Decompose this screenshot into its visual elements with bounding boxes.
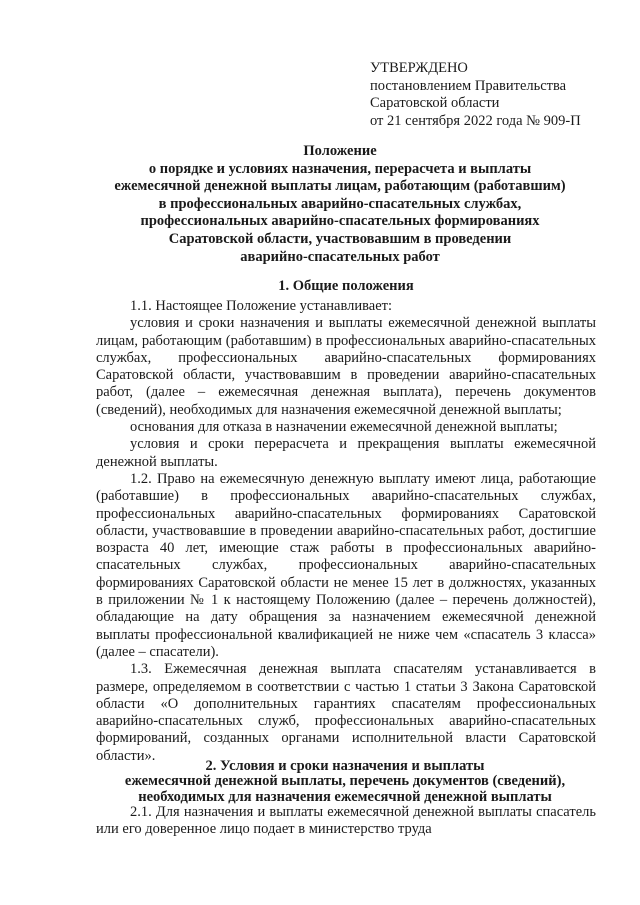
title-line: ежемесячной денежной выплаты лицам, работающим (работавшим) [114,178,566,195]
document-title [90,143,590,266]
title-line: аварийно-спасательных работ [240,248,440,265]
paragraph: 1.3. Ежемесячная денежная выплата спасателям устанавливается в размере, определяемом в соответствии с частью 1 статьи 3 Закона Саратовской области «О дополнительных гарантиях спасателям профессиональных аварийно-спасательных служб, профессиональных аварийно-спасательных формирований, созданных органами исполнительной власти Саратовской области». [96,661,596,764]
section-2-heading-line: ежемесячной денежной выплаты, перечень документов (сведений), [124,773,566,789]
section-1-body [96,298,596,765]
paragraph: основания для отказа в назначении ежемесячной денежной выплаты; [130,419,558,436]
approval-label: УТВЕРЖДЕНО [370,60,468,76]
paragraph: 1.1. Настоящее Положение устанавливает: [130,298,393,314]
section-2-heading [80,773,610,791]
approval-authority: постановлением Правительства [370,77,567,94]
paragraph: 1.2. Право на ежемесячную денежную выплату имеют лица, работающие (работавшие) в профессиональных аварийно-спасательных службах, профессиональных аварийно-спасательных формированиях Саратовской области, участвовавшие в проведении аварийно-спасательных работ, достигшие возраста 40 лет, имеющие стаж работы в профессиональных аварийно-спасательных службах, профессиональных аварийно-спасательных формированиях Саратовской области не менее 15 лет в должностях, указанных в приложении № 1 к настоящему Положению (далее – перечень должностей), обладающие на дату обращения за назначением ежемесячной денежной выплаты профессиональной квалификацией не ниже чем «спасатель 3 класса» (далее – спасатели). [96,470,596,660]
title-line: профессиональных аварийно-спасательных формированиях [140,213,540,230]
section-1-heading: 1. Общие положения [278,278,414,294]
section-2-heading-line: 2. Условия и сроки назначения и выплаты [205,758,485,774]
title-line: в профессиональных аварийно-спасательных службах, [158,195,522,212]
title-line: о порядке и условиях назначения, перерасчета и выплаты [148,160,532,177]
approval-region: Саратовской области [370,95,500,111]
approval-stamp [370,60,581,130]
section-2-body [96,804,596,839]
title-line: Положение [303,143,377,159]
paragraph: 2.1. Для назначения и выплаты ежемесячной денежной выплаты спасатель или его доверенное лицо подает в министерство труда [96,804,596,838]
section-2-heading-line: необходимых для назначения ежемесячной денежной выплаты [138,789,552,805]
title-line: Саратовской области, участвовавшим в проведении [168,230,512,247]
paragraph: условия и сроки назначения и выплаты ежемесячной денежной выплаты лицам, работающим (работавшим) в профессиональных аварийно-спасательных службах, профессиональных аварийно-спасательных формированиях Саратовской области, участвовавшим в проведении аварийно-спасательных работ, (далее – ежемесячная денежная выплата), перечень документов (сведений), необходимых для назначения ежемесячной денежной выплаты; [96,315,596,418]
paragraph: условия и сроки перерасчета и прекращения выплаты ежемесячной денежной выплаты. [96,436,596,470]
approval-date: от 21 сентября 2022 года № 909-П [370,112,581,129]
